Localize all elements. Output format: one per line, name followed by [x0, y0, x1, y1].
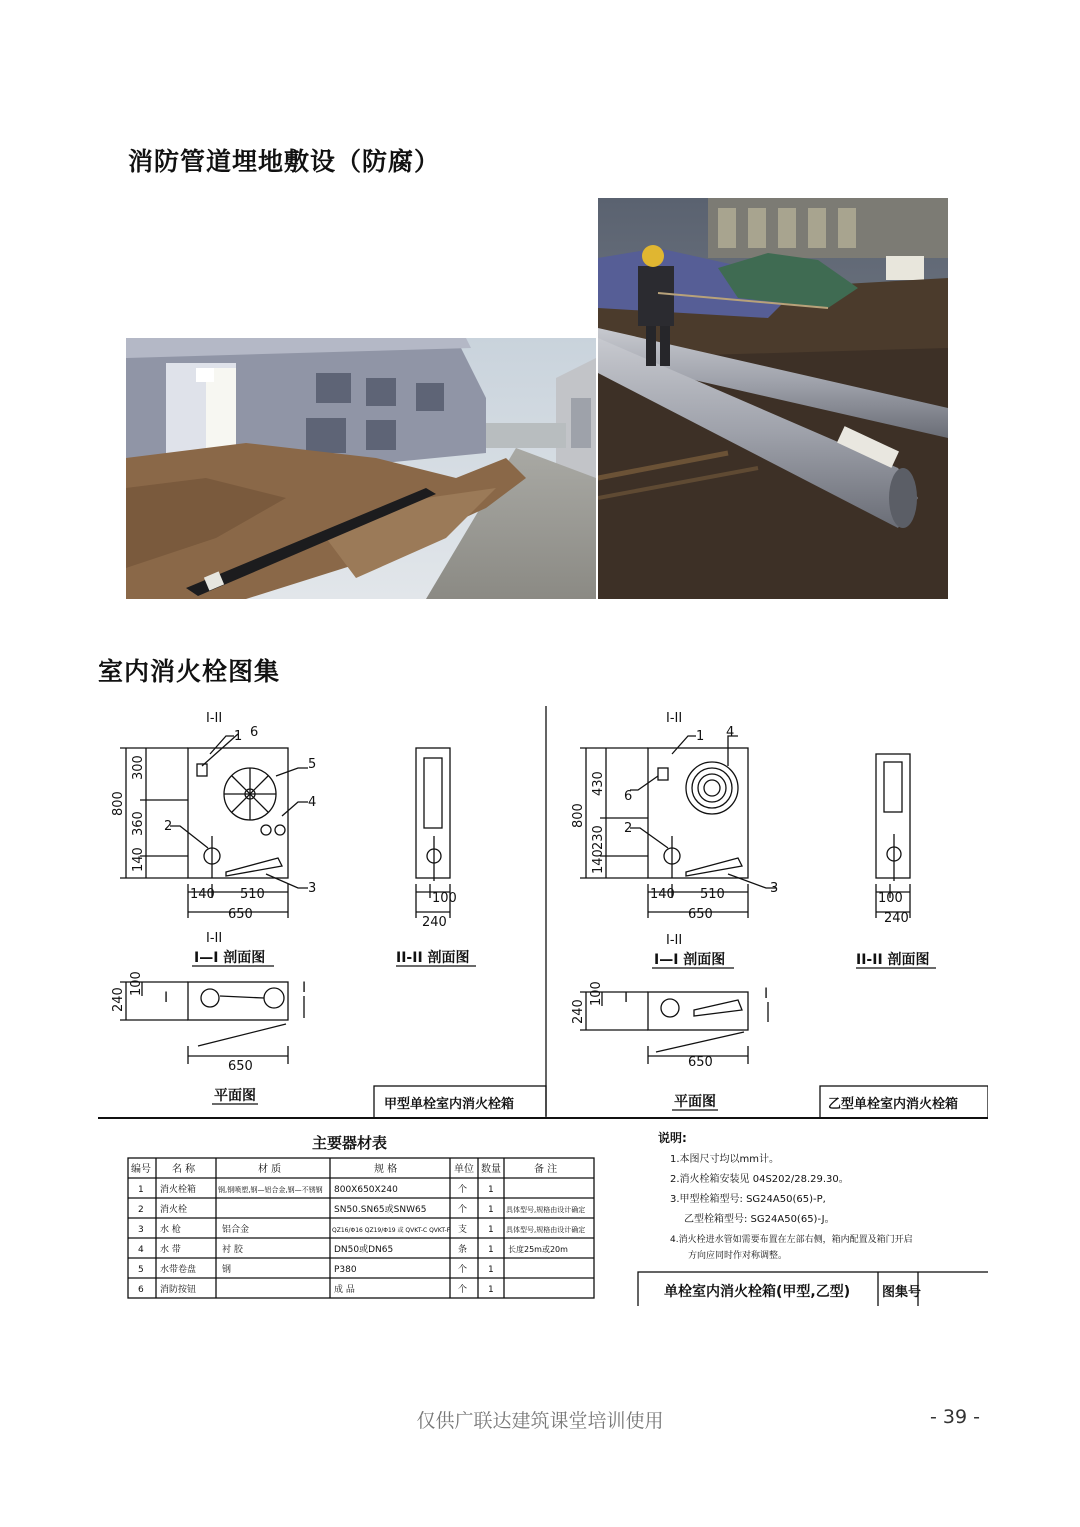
right-plan-dim-240: 240 — [571, 999, 586, 1024]
table-cell: 个 — [458, 1265, 468, 1275]
table-cell: 水 枪 — [160, 1225, 181, 1235]
table-cell: P380 — [334, 1265, 357, 1275]
left-nozzle — [226, 858, 282, 876]
table-cell: 6 — [138, 1285, 144, 1295]
left-side-dim-240: 240 — [422, 915, 447, 930]
table-cell: 4 — [138, 1245, 144, 1255]
table-header: 备 注 — [534, 1164, 558, 1175]
right-view-section-1: I—I 剖面图 — [654, 952, 726, 968]
table-cell: 2 — [138, 1205, 144, 1215]
table-cell: 消火栓 — [160, 1205, 188, 1215]
table-cell: 3 — [138, 1225, 144, 1235]
table-cell: 5 — [138, 1265, 144, 1275]
table-cell: 条 — [458, 1245, 468, 1255]
left-callout-2: 2 — [164, 819, 173, 834]
table-cell: 钢,钢喷塑,钢—铝合金,钢—不锈钢 — [218, 1186, 323, 1194]
left-view-plan: 平面图 — [214, 1088, 256, 1104]
left-plan-dim-650: 650 — [228, 1059, 253, 1074]
table-header: 数量 — [481, 1164, 501, 1175]
right-plan-dim-650: 650 — [688, 1055, 713, 1070]
right-callout-3: 3 — [770, 881, 779, 896]
left-dim-360: 360 — [131, 811, 146, 836]
left-callout-3: 3 — [308, 881, 317, 896]
table-cell: 具体型号,规格由设计确定 — [506, 1226, 586, 1234]
left-dim-140: 140 — [190, 887, 215, 902]
table-cell: SN50.SN65或SNW65 — [334, 1205, 427, 1215]
page-number: - 39 - — [930, 1406, 980, 1428]
left-side-dim-100: 100 — [432, 891, 457, 906]
right-dim-430: 430 — [591, 771, 606, 796]
right-nozzle — [686, 858, 742, 876]
right-cabinet-side — [876, 754, 910, 878]
photo-buried-pipe-trench — [126, 338, 596, 599]
right-view-plan: 平面图 — [674, 1094, 716, 1110]
table-cell: 衬 胶 — [222, 1245, 243, 1255]
note-item: 1.本图尺寸均以mm计。 — [670, 1154, 780, 1165]
table-cell: 1 — [488, 1225, 494, 1235]
table-cell: QZ16/Φ16 QZ19/Φ19 或 QVKT-C QVKT-F — [332, 1227, 451, 1234]
right-dim-140v: 140 — [591, 849, 606, 874]
section-heading-buried-pipe: 消防管道埋地敷设（防腐） — [128, 147, 441, 176]
table-header: 材 质 — [258, 1164, 282, 1175]
table-header: 名 称 — [172, 1164, 196, 1175]
table-cell: 个 — [458, 1185, 468, 1195]
left-plan-dim-240: 240 — [111, 987, 126, 1012]
left-cabinet-front — [188, 748, 288, 878]
sheet-title-name: 单栓室内消火栓箱(甲型,乙型) — [664, 1284, 851, 1300]
right-callout-4: 4 — [726, 725, 735, 740]
right-plan-dim-100: 100 — [589, 981, 604, 1006]
table-header: 规 格 — [374, 1164, 398, 1175]
note-item: 乙型栓箱型号: SG24A50(65)-J。 — [684, 1214, 835, 1225]
left-dim-800: 800 — [111, 791, 126, 816]
left-view-section-1: I—I 剖面图 — [194, 950, 266, 966]
right-dim-230: 230 — [591, 825, 606, 850]
left-callout-1: 1 — [234, 729, 243, 744]
table-cell: 1 — [138, 1185, 144, 1195]
table-cell: 具体型号,规格由设计确定 — [506, 1206, 586, 1214]
right-view-section-2: II-II 剖面图 — [856, 952, 930, 968]
left-dim-140v: 140 — [131, 847, 146, 872]
footer-watermark-text: 仅供广联达建筑课堂培训使用 — [416, 1410, 664, 1432]
right-drawing-title: 乙型单栓室内消火栓箱 — [828, 1097, 959, 1112]
left-dim-650: 650 — [228, 907, 253, 922]
notes-heading: 说明: — [658, 1131, 687, 1145]
table-cell: 长度25m或20m — [508, 1245, 568, 1254]
materials-table-headers — [131, 1162, 557, 1175]
right-side-dim-240: 240 — [884, 911, 909, 926]
left-drawing-title: 甲型单栓室内消火栓箱 — [384, 1097, 515, 1112]
section-heading-hydrant-atlas: 室内消火栓图集 — [98, 657, 281, 686]
table-cell: 消火栓箱 — [160, 1185, 197, 1195]
left-plan-section-i-left: I — [164, 990, 169, 1006]
note-item: 2.消火栓箱安装见 04S202/28.29.30。 — [670, 1174, 849, 1185]
left-section-mark-top: I-II — [206, 711, 223, 726]
table-cell: 消防按钮 — [160, 1285, 197, 1295]
table-cell: 个 — [458, 1285, 468, 1295]
right-callout-2: 2 — [624, 821, 633, 836]
left-callout-4: 4 — [308, 795, 317, 810]
table-cell: 支 — [458, 1225, 468, 1235]
sheet-atlas-number-label: 图集号 — [882, 1285, 922, 1300]
left-callout-6: 6 — [250, 725, 259, 740]
right-dim-140: 140 — [650, 887, 675, 902]
note-item: 方向应同时作对称调整。 — [688, 1251, 788, 1261]
table-header: 单位 — [454, 1164, 474, 1175]
left-plan-section-i-right: I — [302, 980, 307, 996]
right-dim-650: 650 — [688, 907, 713, 922]
table-cell: 800X650X240 — [334, 1185, 398, 1195]
left-cabinet-side — [416, 748, 450, 878]
left-view-section-2: II-II 剖面图 — [396, 950, 470, 966]
table-cell: 个 — [458, 1205, 468, 1215]
table-cell: 钢 — [222, 1265, 232, 1275]
right-button-6 — [658, 768, 668, 780]
right-dim-800: 800 — [571, 803, 586, 828]
table-cell: 1 — [488, 1285, 494, 1295]
table-cell: 1 — [488, 1185, 494, 1195]
table-cell: 水 带 — [160, 1245, 181, 1255]
materials-table-title: 主要器材表 — [312, 1134, 388, 1152]
table-cell: 水带卷盘 — [160, 1265, 197, 1275]
table-cell: DN50或DN65 — [334, 1245, 394, 1255]
right-section-mark-bottom: I-II — [666, 933, 683, 948]
table-cell: 1 — [488, 1245, 494, 1255]
left-callout-5: 5 — [308, 757, 317, 772]
table-cell: 1 — [488, 1205, 494, 1215]
left-dim-510: 510 — [240, 887, 265, 902]
table-header: 编号 — [131, 1164, 151, 1175]
table-cell: 成 品 — [334, 1285, 355, 1295]
left-plan-dim-100: 100 — [129, 971, 144, 996]
left-section-mark-bottom: I-II — [206, 931, 223, 946]
right-plan-section-i-right: I — [764, 986, 769, 1002]
left-dim-300: 300 — [131, 755, 146, 780]
right-section-mark-top: I-II — [666, 711, 683, 726]
table-cell: 1 — [488, 1265, 494, 1275]
right-hose-coil — [686, 762, 738, 814]
note-item: 4.消火栓进水管如需要布置在左部右侧，箱内配置及箱门开启 — [670, 1235, 913, 1245]
right-plan-section-i-left: I — [624, 990, 629, 1006]
note-item: 3.甲型栓箱型号: SG24A50(65)-P, — [670, 1194, 826, 1205]
table-cell: 铝合金 — [222, 1225, 250, 1235]
right-callout-1: 1 — [696, 729, 705, 744]
right-side-dim-100: 100 — [878, 891, 903, 906]
hydrant-cabinet-drawing — [98, 706, 988, 1306]
drawing-notes — [658, 1130, 913, 1261]
right-callout-6: 6 — [624, 789, 633, 804]
right-dim-510: 510 — [700, 887, 725, 902]
photo-pipe-anticorrosion-wrap — [598, 198, 948, 599]
